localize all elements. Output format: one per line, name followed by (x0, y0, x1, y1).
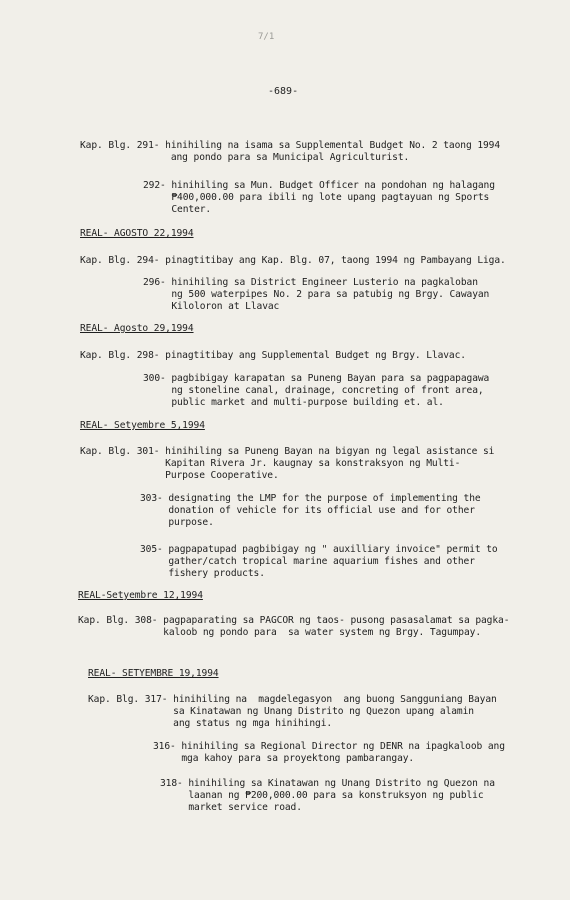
corner-mark: 7/1 (258, 32, 275, 42)
text-line: market service road. (160, 802, 302, 813)
text-line: ang status ng mga hinihingi. (88, 718, 333, 729)
text-line: ng 500 waterpipes No. 2 para sa patubig ng Brgy. Cawayan (143, 289, 490, 300)
text-line: Kiloloron at Llavac (143, 301, 280, 312)
text-line: public market and multi-purpose building et. al. (143, 397, 444, 408)
text-line: Kap. Blg. 294- pinagtitibay ang Kap. Blg. 07, taong 1994 ng Pambayang Liga. (80, 255, 506, 266)
text-line: Kap. Blg. 317- hinihiling na magdelegasyon ang buong Sangguniang Bayan (88, 694, 497, 705)
text-line: laanan ng ₱200,000.00 para sa konstruksyon ng public (160, 790, 484, 801)
section-heading: REAL- Agosto 29,1994 (80, 323, 194, 334)
section-heading: REAL-Setyembre 12,1994 (78, 590, 203, 601)
text-line: Kap. Blg. 301- hinihiling sa Puneng Bayan na bigyan ng legal asistance si (80, 446, 495, 457)
text-line: Kapitan Rivera Jr. kaugnay sa konstraksyon ng Multi- (80, 458, 461, 469)
text-line: 292- hinihiling sa Mun. Budget Officer na pondohan ng halagang (143, 180, 495, 191)
text-line: mga kahoy para sa proyektong pambarangay. (153, 753, 415, 764)
section-heading: REAL- Setyembre 5,1994 (80, 420, 205, 431)
text-line: Kap. Blg. 308- pagpaparating sa PAGCOR ng taos- pusong pasasalamat sa pagka- (78, 615, 510, 626)
text-line: 300- pagbibigay karapatan sa Puneng Bayan para sa pagpapagawa (143, 373, 490, 384)
section-heading: REAL- SETYEMBRE 19,1994 (88, 668, 219, 679)
text-line: fishery products. (140, 568, 265, 579)
text-line: purpose. (140, 517, 214, 528)
text-line: donation of vehicle for its official use and for other (140, 505, 475, 516)
text-line: Kap. Blg. 298- pinagtitibay ang Supplemental Budget ng Brgy. Llavac. (80, 350, 466, 361)
text-line: ang pondo para sa Municipal Agriculturist. (80, 152, 410, 163)
text-line: 318- hinihiling sa Kinatawan ng Unang Distrito ng Quezon na (160, 778, 495, 789)
text-line: sa Kinatawan ng Unang Distrito ng Quezon upang alamin (88, 706, 474, 717)
text-line: kaloob ng pondo para sa water system ng Brgy. Tagumpay. (78, 627, 481, 638)
text-line: 296- hinihiling sa District Engineer Lusterio na pagkaloban (143, 277, 478, 288)
text-line: Center. (143, 204, 212, 215)
text-line: 303- designating the LMP for the purpose of implementing the (140, 493, 481, 504)
page-number: -689- (268, 86, 299, 97)
text-line: Purpose Cooperative. (80, 470, 279, 481)
text-line: ₱400,000.00 para ibili ng lote upang pagtayuan ng Sports (143, 192, 490, 203)
text-line: gather/catch tropical marine aquarium fishes and other (140, 556, 475, 567)
text-line: ng stoneline canal, drainage, concreting of front area, (143, 385, 484, 396)
text-line: 316- hinihiling sa Regional Director ng DENR na ipagkaloob ang (153, 741, 505, 752)
text-line: 305- pagpapatupad pagbibigay ng " auxilliary invoice" permit to (140, 544, 498, 555)
text-line: Kap. Blg. 291- hinihiling na isama sa Supplemental Budget No. 2 taong 1994 (80, 140, 501, 151)
section-heading: REAL- AGOSTO 22,1994 (80, 228, 194, 239)
